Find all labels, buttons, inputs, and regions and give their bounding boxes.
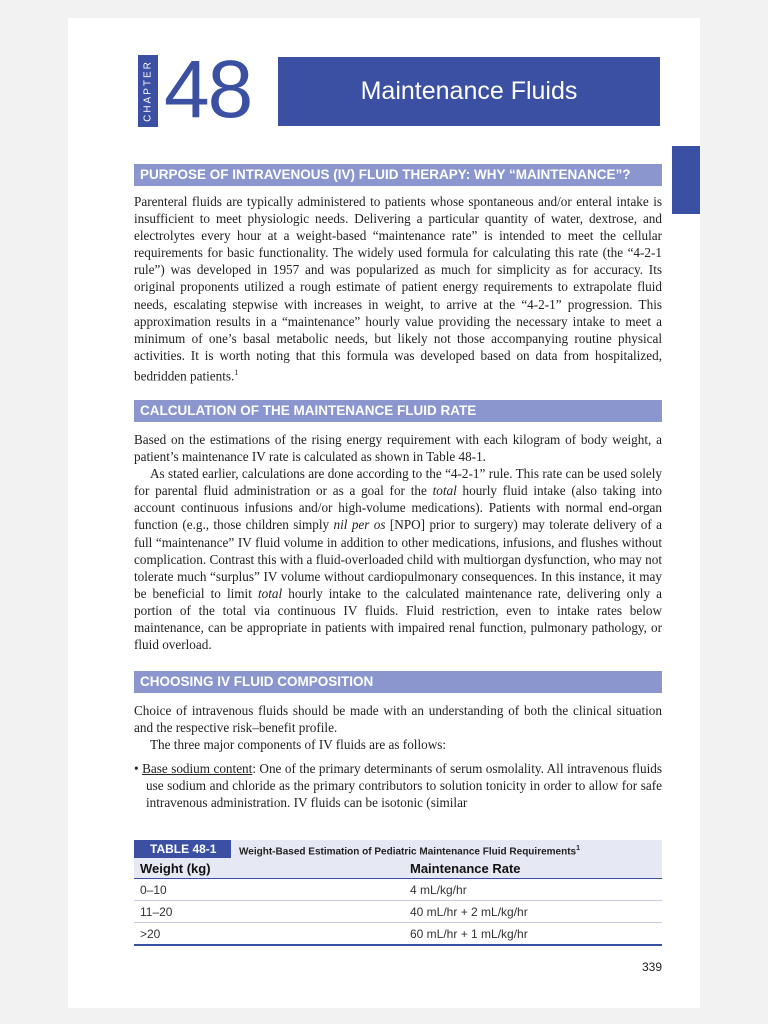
maintenance-fluid-table	[134, 858, 662, 946]
table-number: TABLE 48-1	[134, 840, 231, 858]
column-header-weight: Weight (kg)	[134, 858, 404, 879]
column-header-rate: Maintenance Rate	[404, 858, 662, 879]
table-cell: >20	[134, 923, 404, 946]
paragraph: Based on the estimations of the rising energy requirement with each kilogram of body weight, a patient’s maintenance IV rate is calculated as shown in Table 48-1.	[134, 432, 662, 465]
table-cell: 60 mL/hr + 1 mL/kg/hr	[404, 923, 662, 946]
reference-superscript: 1	[234, 367, 239, 377]
table-row	[134, 879, 662, 901]
side-thumb-tab	[672, 146, 700, 214]
section-body-composition	[134, 702, 662, 812]
bullet-item: • Base sodium content: One of the primary determinants of serum osmolality. All intravenous fluids use sodium and chloride as the primary contributors to solution tonicity in order to allow for safe intravenous administration. IV fluids can be isotonic (similar	[134, 761, 662, 811]
chapter-label: CHAPTER	[142, 60, 154, 122]
table-cell: 11–20	[134, 901, 404, 923]
paragraph: Choice of intravenous fluids should be made with an understanding of both the clinical situation and the respective risk–benefit profile.	[134, 703, 662, 736]
section-heading-composition: CHOOSING IV FLUID COMPOSITION	[134, 671, 662, 693]
chapter-label-box	[138, 55, 158, 127]
table-cell: 0–10	[134, 879, 404, 901]
section-heading-calculation: CALCULATION OF THE MAINTENANCE FLUID RATE	[134, 400, 662, 422]
chapter-number: 48	[164, 44, 252, 135]
paragraph: Parenteral fluids are typically administered to patients whose spontaneous and/or enteral intake is insufficient to meet physiologic needs. Delivering a particular quantity of water, dextrose, and electrolytes every hour at a weight-based “maintenance rate” is intended to meet the cellular requirements for basic functionality. The widely used formula for calculating this rate (the “4-2-1 rule”) was developed in 1957 and was popularized as much for simplicity as for accuracy. Its original proponents utilized a rough estimate of patient energy requirements to extrapolate fluid needs, escalating stepwise with increases in weight, to arrive at the “4-2-1” progression. This approximation results in a “maintenance” hourly value providing the necessary intake to meet a minimum of one’s basal metabolic needs, but likely not those accompanying routine physical activities. It is worth noting that this formula was developed based on data from hospitalized, bedridden patients.	[134, 194, 662, 384]
table-header-row	[134, 858, 662, 879]
table-caption: Weight-Based Estimation of Pediatric Maintenance Fluid Requirements$^1$	[239, 845, 581, 858]
table-cell: 4 mL/kg/hr	[404, 879, 662, 901]
paragraph: The three major components of IV fluids are as follows:	[150, 737, 447, 753]
section-body-calculation	[134, 431, 662, 653]
table-caption-bar	[134, 840, 662, 858]
page-number: 339	[641, 960, 662, 974]
chapter-title: Maintenance Fluids	[278, 57, 660, 126]
table-cell: 40 mL/hr + 2 mL/kg/hr	[404, 901, 662, 923]
table-row	[134, 901, 662, 923]
section-heading-purpose: PURPOSE OF INTRAVENOUS (IV) FLUID THERAPY: WHY “MAINTENANCE”?	[134, 164, 662, 186]
paragraph: As stated earlier, calculations are done according to the “4-2-1” rule. This rate can be used solely for parental fluid administration or as a goal for the total hourly fluid intake (also taking into account continuous infusions and/or high-volume medications). Patients with normal end-organ function (e.g., those children simply nil per os [NPO] prior to surgery) may tolerate delivery of a full “maintenance” IV fluid volume in addition to other medications, infusions, and flushes without complication. Contrast this with a fluid-overloaded child with multiorgan dysfunction, who may not tolerate much “surplus” IV volume without cardiopulmonary consequences. In this instance, it may be beneficial to limit total hourly intake to the calculated maintenance rate, delivering only a portion of the total via continuous IV fluids. Fluid restriction, even to intake rates below maintenance, can be appropriate in patients with impaired renal function, pulmonary pathology, or fluid overload.	[134, 466, 663, 653]
section-body-purpose	[134, 193, 662, 384]
bullet-term: Base sodium content	[142, 761, 253, 777]
table-row	[134, 923, 662, 946]
